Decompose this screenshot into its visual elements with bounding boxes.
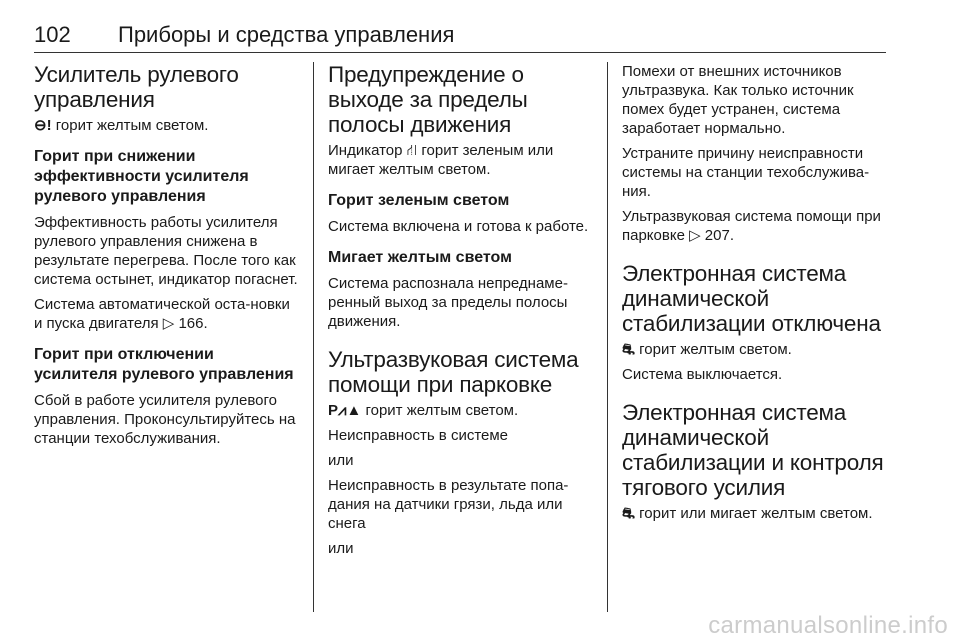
watermark: carmanualsonline.info [708,612,948,639]
paragraph-dirt: Неисправность в результате попа-дания на датчики грязи, льда или снега [328,477,569,532]
section-title-lane-departure: Предупреждение о выходе за пределы полосы движения [328,62,528,137]
column-1 [34,62,300,454]
subheading-off: Горит при отключении усилителя рулевого управления [34,346,294,383]
page-number: 102 [34,22,71,47]
lane-departure-indicator-text: Индикатор ⛙ горит зеленым или мигает желтым светом. [328,142,554,178]
paragraph-green: Система включена и готова к работе. [328,218,589,235]
column-3 [622,62,890,529]
paragraph-fix: Устраните причину неисправности системы на станции техобслужива-ния. [622,145,870,200]
paragraph-fault: Неисправность в системе [328,427,509,444]
paragraph-ref: Ультразвуковая система помощи при парковке ▷ 207. [622,208,881,244]
esc-off-icon: ⛐ [622,341,635,358]
paragraph-or-1: или [328,452,354,469]
esc-off-indicator-text: ⛐ горит желтым светом. [622,341,792,358]
subheading-reduced: Горит при снижении эффективности усилителя рулевого управления [34,148,249,205]
section-title-power-steering: Усилитель рулевого управления [34,62,239,112]
paragraph-reduced-2: Система автоматической оста-новки и пуска двигателя ▷ 166. [34,296,290,332]
paragraph-reduced-1: Эффективность работы усилителя рулевого управления снижена в результате перегрева. После того как система остынет, индикатор погаснет. [34,214,298,288]
section-title-esc-traction: Электронная система динамической стабилизации и контроля тягового усилия [622,400,884,500]
paragraph-off: Сбой в работе усилителя рулевого управления. Проконсультируйтесь на станции техобслуживания. [34,392,296,447]
paragraph-interference: Помехи от внешних источников ультразвука. Как только источник помех будет устранен, система заработает нормально. [622,63,854,137]
section-title-esc-off: Электронная система динамической стабилизации отключена [622,261,881,336]
paragraph-yellow: Система распознала непреднаме-ренный выход за пределы полосы движения. [328,275,568,330]
subheading-yellow: Мигает желтым светом [328,249,512,266]
parking-assist-icon: P⩘▲ [328,402,362,419]
esc-traction-indicator-text: ⛐ горит или мигает желтым светом. [622,505,873,522]
paragraph-esc-off: Система выключается. [622,366,783,383]
section-title-parking-assist: Ультразвуковая система помощи при парковке [328,347,579,397]
esc-icon: ⛐ [622,505,635,522]
parking-assist-indicator-text: P⩘▲ горит желтым светом. [328,402,519,419]
column-2 [328,62,594,564]
page-header [34,22,886,53]
power-steering-indicator-text: ⊖! горит желтым светом. [34,117,209,134]
running-title: Приборы и средства управления [118,22,455,47]
paragraph-or-2: или [328,540,354,557]
column-divider [313,62,314,612]
subheading-green: Горит зеленым светом [328,192,510,209]
column-divider [607,62,608,612]
steering-warning-icon: ⊖! [34,117,52,134]
